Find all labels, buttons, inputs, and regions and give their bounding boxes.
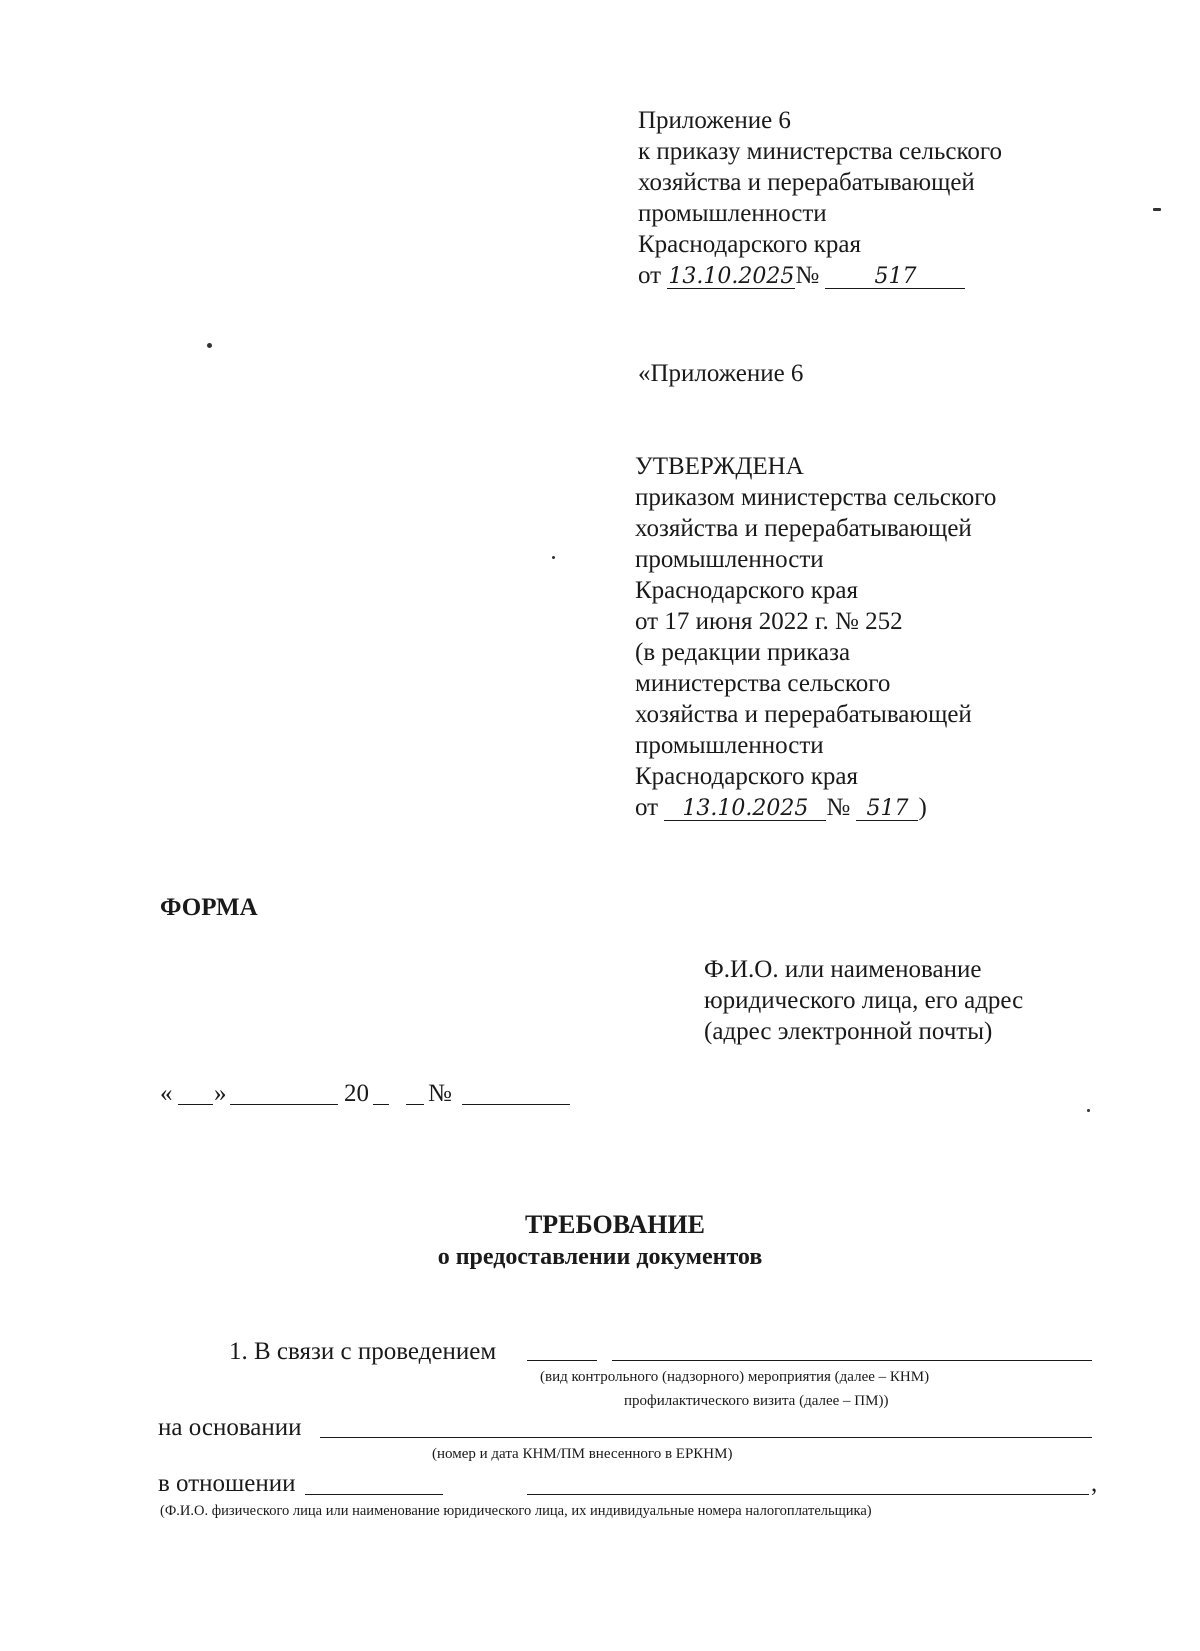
year-prefix: 20 <box>344 1080 369 1107</box>
regarding-blank[interactable] <box>305 1494 443 1495</box>
close-quote: » <box>214 1080 227 1107</box>
appendix-header-line: к приказу министерства сельского <box>638 138 1003 165</box>
date-number-line <box>160 1078 173 1109</box>
approved-line: от 17 июня 2022 г. № 252 <box>635 608 903 635</box>
revision-date-line <box>635 792 996 823</box>
closing-paren: ) <box>918 794 927 821</box>
appendix-header <box>638 105 1002 291</box>
appendix-header-line: промышленности <box>638 200 827 227</box>
scan-speck <box>1153 208 1161 211</box>
quoted-appendix: «Приложение 6 <box>638 360 804 387</box>
month-blank[interactable] <box>230 1104 338 1105</box>
addressee-line: (адрес электронной почты) <box>704 1018 993 1045</box>
addressee-line: юридического лица, его адрес <box>704 987 1024 1014</box>
event-type-blank[interactable] <box>527 1360 597 1361</box>
approved-line: приказом министерства сельского <box>635 484 997 511</box>
handwritten-date: 13.10.2025 <box>664 798 826 821</box>
from-label: от <box>638 262 662 289</box>
handwritten-date: 13.10.2025 <box>668 264 795 289</box>
appendix-header-line: Приложение 6 <box>638 107 791 134</box>
handwritten-number: 517 <box>825 266 965 289</box>
document-title: ТРЕБОВАНИЕ <box>524 1210 706 1239</box>
approved-line: промышленности <box>635 732 824 759</box>
open-quote: « <box>160 1080 173 1107</box>
basis-label: на основании <box>158 1414 302 1441</box>
number-blank[interactable] <box>462 1104 570 1105</box>
item1-label: 1. В связи с проведением <box>229 1338 497 1365</box>
year-blank-2[interactable] <box>406 1104 424 1105</box>
scan-speck <box>1087 1109 1090 1112</box>
approved-heading: УТВЕРЖДЕНА <box>635 453 804 480</box>
approved-line: (в редакции приказа <box>635 639 851 666</box>
regarding-comma: , <box>1091 1470 1098 1497</box>
approved-line: министерства сельского <box>635 670 891 697</box>
scan-speck <box>552 556 555 559</box>
regarding-label: в отношении <box>158 1470 296 1497</box>
event-caption-line2: профилактического визита (далее – ПМ)) <box>624 1393 889 1409</box>
basis-caption: (номер и дата КНМ/ПМ внесенного в ЕРКНМ) <box>432 1446 733 1462</box>
addressee-line: Ф.И.О. или наименование <box>704 956 982 983</box>
event-type-blank-2[interactable] <box>612 1360 1092 1361</box>
form-label: ФОРМА <box>160 894 258 921</box>
regarding-caption: (Ф.И.О. физического лица или наименование юридического лица, их индивидуальные номера налогоплательщика) <box>160 1503 872 1519</box>
approved-block <box>635 451 996 823</box>
day-blank[interactable] <box>178 1104 213 1105</box>
scan-speck <box>207 343 212 348</box>
basis-blank[interactable] <box>320 1437 1092 1438</box>
approved-line: хозяйства и перерабатывающей <box>635 515 972 542</box>
order-date-line <box>638 260 1002 291</box>
event-caption-line1: (вид контрольного (надзорного) мероприятия (далее – КНМ) <box>540 1369 930 1385</box>
handwritten-number: 517 <box>856 798 918 821</box>
approved-line: Краснодарского края <box>635 577 858 604</box>
addressee-block <box>704 954 1023 1047</box>
number-label: № <box>826 794 851 821</box>
approved-line: промышленности <box>635 546 824 573</box>
approved-line: хозяйства и перерабатывающей <box>635 701 972 728</box>
regarding-blank-2[interactable] <box>527 1494 1089 1495</box>
number-label: № <box>795 262 820 289</box>
year-blank[interactable] <box>373 1104 389 1105</box>
appendix-header-line: хозяйства и перерабатывающей <box>638 169 975 196</box>
approved-line: Краснодарского края <box>635 763 858 790</box>
from-label: от <box>635 794 659 821</box>
document-subtitle: о предоставлении документов <box>437 1244 763 1270</box>
number-sign: № <box>428 1080 452 1107</box>
appendix-header-line: Краснодарского края <box>638 231 861 258</box>
